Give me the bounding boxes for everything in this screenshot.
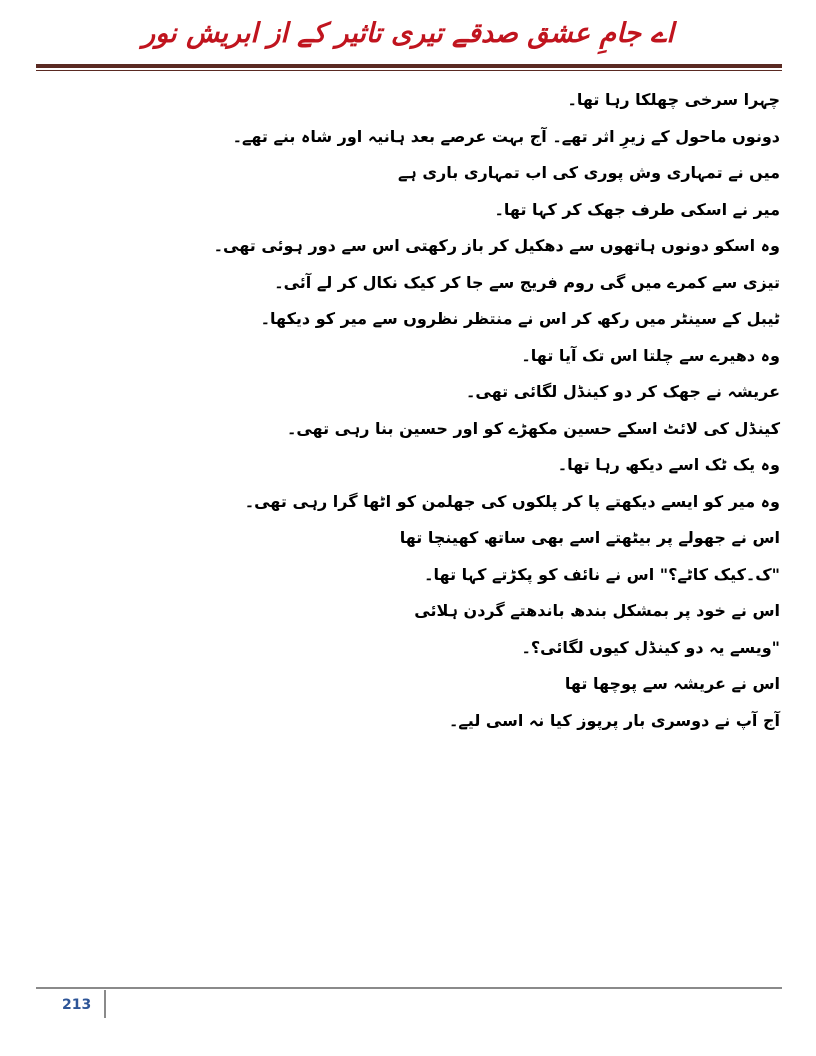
text-line-6: تیزی سے کمرے میں گی روم فریج سے جا کر کیک نکال کر لے آئی۔: [274, 272, 780, 292]
text-line-8: وہ دھیرے سے چلتا اس تک آیا تھا۔: [521, 345, 780, 365]
body-text: [120, 82, 780, 739]
page-number-divider: [104, 990, 106, 1018]
text-line-7: ٹیبل کے سینٹر میں رکھ کر اس نے منتظر نظروں سے میر کو دیکھا۔: [260, 309, 780, 328]
page-header: [0, 14, 816, 54]
text-line-14: "ک۔کیک کاٹے؟" اس نے نائف کو پکڑتے کہا تھا۔: [424, 564, 780, 584]
text-line-18: آج آپ نے دوسری بار پرپوز کیا نہ اسی لیے۔: [449, 710, 780, 730]
text-line-11: وہ یک ٹک اسے دیکھ رہا تھا۔: [557, 455, 780, 474]
text-line-2: دونوں ماحول کے زیرِ اثر تھے۔ آج بہت عرصے بعد ہانیہ اور شاہ بنے تھے۔: [232, 126, 780, 146]
text-line-15: اس نے خود پر بمشکل بندھ باندھتے گردن ہلائی: [414, 601, 780, 620]
text-line-10: کینڈل کی لائٹ اسکے حسین مکھڑے کو اور حسین بنا رہی تھی۔: [286, 418, 780, 438]
text-line-3: میں نے تمہاری وش پوری کی اب تمہاری باری ہے: [398, 163, 780, 182]
header-rule-thin: [36, 70, 782, 71]
page-number: 213: [62, 997, 92, 1013]
text-line-4: میر نے اسکی طرف جھک کر کہا تھا۔: [494, 199, 780, 219]
header-rule-thick: [36, 64, 782, 68]
book-title: اے جامِ عشق صدقے تیری تاثیر کے از ابریش نور: [142, 18, 674, 49]
text-line-12: وہ میر کو ایسے دیکھتے پا کر پلکوں کی جھلمن کو اٹھا گرا رہی تھی۔: [244, 491, 780, 511]
footer-rule: [36, 987, 782, 989]
text-line-5: وہ اسکو دونوں ہاتھوں سے دھکیل کر باز رکھتی اس سے دور ہوئی تھی۔: [213, 236, 780, 255]
text-line-17: اس نے عریشہ سے پوچھا تھا: [564, 674, 780, 693]
text-line-13: اس نے جھولے پر بیٹھتے اسے بھی ساتھ کھینچا تھا: [399, 528, 780, 547]
text-line-9: عریشہ نے جھک کر دو کینڈل لگائی تھی۔: [466, 382, 780, 401]
text-line-16: "ویسے یہ دو کینڈل کیوں لگائی؟۔: [521, 637, 780, 657]
text-line-1: چہرا سرخی چھلکا رہا تھا۔: [567, 90, 780, 109]
